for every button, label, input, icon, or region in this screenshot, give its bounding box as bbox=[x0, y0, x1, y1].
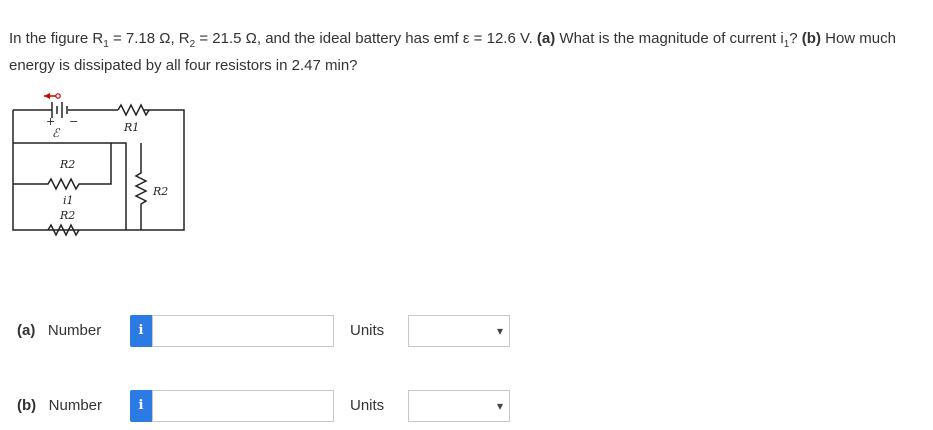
question-intro: In the figure R bbox=[9, 30, 104, 47]
answer-label-b bbox=[17, 397, 102, 414]
number-input-a[interactable] bbox=[152, 315, 334, 347]
r1-label: R1 bbox=[124, 121, 140, 134]
part-a-marker: (a) bbox=[17, 322, 36, 339]
i1-subscript: 1 bbox=[783, 39, 790, 50]
battery-arrow-icon bbox=[44, 93, 50, 99]
info-icon[interactable]: i bbox=[130, 315, 152, 347]
part-a-end: ? bbox=[789, 30, 802, 47]
plus-sign: + bbox=[46, 115, 56, 128]
circuit-diagram bbox=[8, 88, 193, 248]
units-label-a: Units bbox=[350, 322, 385, 339]
wire-outer-loop bbox=[13, 110, 184, 230]
part-a-text: What is the magnitude of current i bbox=[555, 30, 784, 47]
units-select-b[interactable] bbox=[408, 390, 510, 422]
units-label-b: Units bbox=[350, 397, 385, 414]
part-b-text: How much energy is dissipated by all four resistors in 2.47 min? bbox=[9, 30, 896, 74]
emf-label: ℰ bbox=[52, 126, 60, 140]
resistor-r2-right bbox=[136, 143, 146, 230]
i1-label: i1 bbox=[63, 194, 74, 207]
units-select-a[interactable] bbox=[408, 315, 510, 347]
r2-right-label: R2 bbox=[153, 185, 169, 198]
r2-bottom-label: R2 bbox=[60, 209, 76, 222]
battery-marker-icon bbox=[56, 94, 60, 98]
info-icon[interactable]: i bbox=[130, 390, 152, 422]
part-b-tag: (b) bbox=[801, 30, 821, 47]
number-input-b[interactable] bbox=[152, 390, 334, 422]
r1-subscript: 1 bbox=[103, 39, 109, 50]
number-label-a: Number bbox=[47, 322, 102, 339]
number-label-b: Number bbox=[48, 397, 103, 414]
minus-sign: − bbox=[69, 115, 79, 128]
part-a-tag: (a) bbox=[536, 30, 556, 47]
chevron-down-icon: ▾ bbox=[496, 324, 503, 338]
question-text bbox=[9, 28, 924, 76]
r2-subscript: 2 bbox=[189, 39, 196, 50]
part-b-marker: (b) bbox=[17, 397, 37, 414]
chevron-down-icon: ▾ bbox=[496, 399, 503, 413]
r2-value-text: = 21.5 Ω, and the ideal battery has emf ε = 12.6 V. bbox=[195, 30, 537, 47]
answer-label-a bbox=[17, 322, 101, 339]
r2-middle-label: R2 bbox=[60, 158, 76, 171]
r1-value-text: = 7.18 Ω, R bbox=[108, 30, 190, 47]
